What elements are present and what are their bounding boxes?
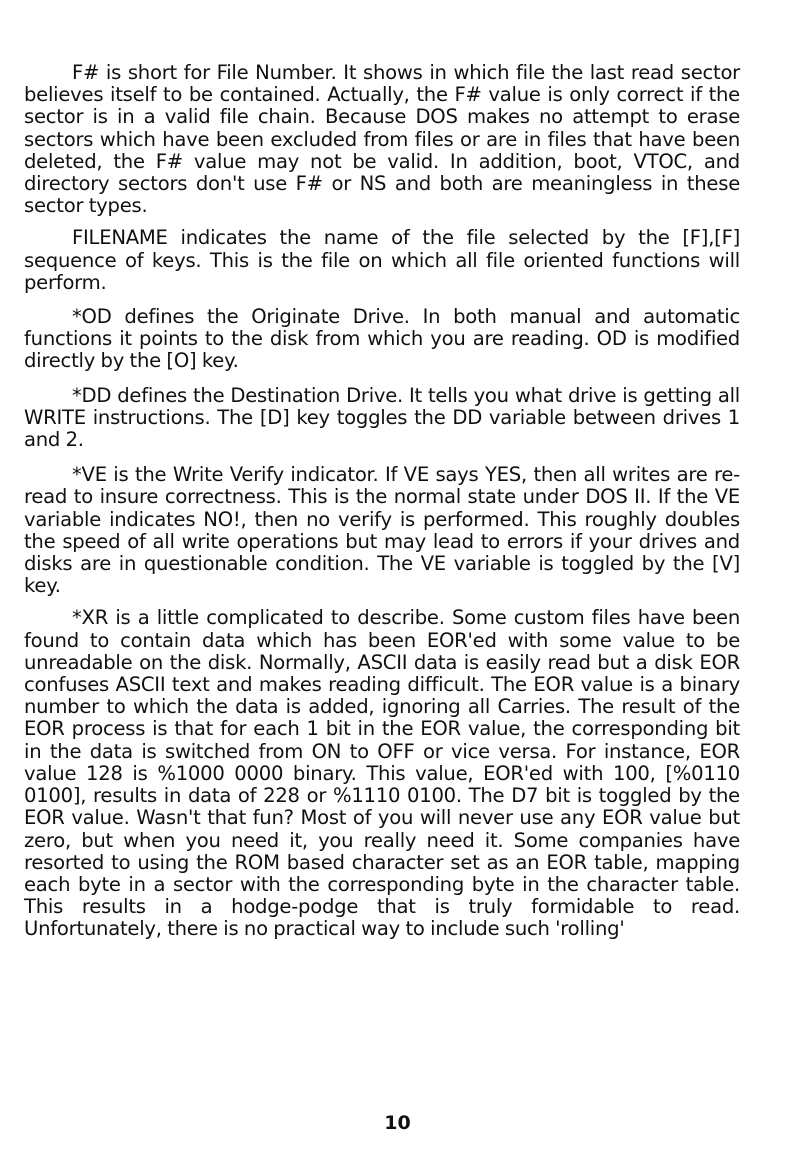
paragraph-eor: *XR is a little complicated to describe. Some custom files have been found to contain data which has been EOR'ed with some value to be unreadable on the disk. Normally, ASCII data is easily read but a disk EOR confuses ASCII text and makes reading difficult. The EOR value is a binary number to which the data is added, ignoring all Carries. The result of the EOR process is that for each 1 bit in the EOR value, the corresponding bit in the data is switched from ON to OFF or vice versa. For instance, EOR value 128 is %1000 0000 binary. This value, EOR'ed with 100, [%0110 0100], results in data of 228 or %1110 0100. The D7 bit is toggled by the EOR value. Wasn't that fun? Most of you will never use any EOR value but zero, but when you need it, you really need it. Some companies have resorted to using the ROM based character set as an EOR table, mapping each byte in a sector with the corresponding byte in the character table. This results in a hodge-podge that is truly formidable to read. Unfortunately, there is no practical way to include such 'rolling': [24, 606, 740, 941]
paragraph-write-verify: *VE is the Write Verify indicator. If VE says YES, then all writes are re-read to insure correctness. This is the normal state under DOS II. If the VE variable indicates NO!, then no verify is performed. This roughly doubles the speed of all write operations but may lead to errors if your drives and disks are in questionable condition. The VE variable is toggled by the [V] key.: [24, 463, 740, 598]
page-number: 10: [384, 1112, 411, 1134]
paragraph-file-number: F# is short for File Number. It shows in which file the last read sector believes itself to be contained. Actually, the F# value is only correct if the sector is in a valid file chain. Because DOS makes no attempt to erase sectors which have been excluded from files or are in files that have been deleted, the F# value may not be valid. In addition, boot, VTOC, and directory sectors don't use F# or NS and both are meaningless in these sector types.: [24, 61, 740, 218]
paragraph-filename: FILENAME indicates the name of the file selected by the [F],[F] sequence of keys. This is the file on which all file oriented functions will perform.: [24, 226, 740, 294]
page-body: [24, 62, 740, 948]
paragraph-originate-drive: *OD defines the Originate Drive. In both manual and automatic functions it points to the disk from which you are reading. OD is modified directly by the [O] key.: [24, 305, 740, 373]
paragraph-destination-drive: *DD defines the Destination Drive. It tells you what drive is getting all WRITE instructions. The [D] key toggles the DD variable between drives 1 and 2.: [24, 383, 740, 452]
